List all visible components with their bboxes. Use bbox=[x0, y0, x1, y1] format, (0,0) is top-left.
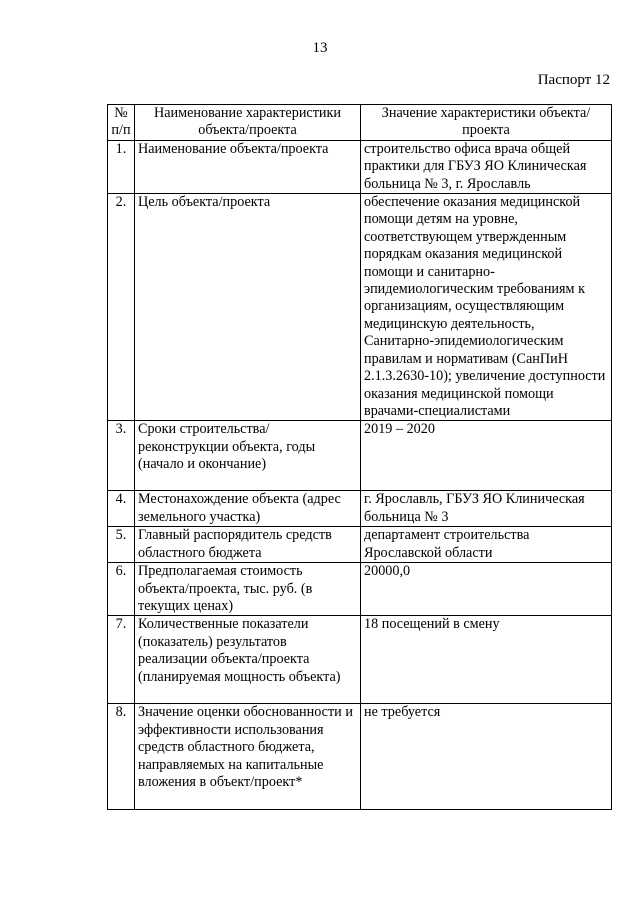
header-num: № п/п bbox=[108, 105, 135, 141]
row-num: 1. bbox=[108, 140, 135, 193]
row-num: 3. bbox=[108, 421, 135, 491]
row-name: Главный распорядитель средств областного бюджета bbox=[135, 527, 361, 563]
row-name: Местонахождение объекта (адрес земельного участка) bbox=[135, 491, 361, 527]
row-name: Цель объекта/проекта bbox=[135, 194, 361, 421]
row-value: г. Ярославль, ГБУЗ ЯО Клиническая больница № 3 bbox=[361, 491, 612, 527]
header-name: Наименование характеристики объекта/проекта bbox=[135, 105, 361, 141]
table-row bbox=[108, 616, 612, 704]
table-header-row bbox=[108, 105, 612, 141]
passport-label: Паспорт 12 bbox=[537, 72, 610, 88]
table-row bbox=[108, 194, 612, 421]
row-value: департамент строительства Ярославской области bbox=[361, 527, 612, 563]
header-value: Значение характеристики объекта/проекта bbox=[361, 105, 612, 141]
row-num: 7. bbox=[108, 616, 135, 704]
row-value: обеспечение оказания медицинской помощи детям на уровне, соответствующем утвержденным порядкам оказания медицинской помощи и санитарно-эпидемиологическим требованиям к организациям, осуществляющим медицинскую деятельность, Санитарно-эпидемиологическим правилам и нормативам (СанПиН 2.1.3.2630-10); увеличение доступности оказания медицинской помощи врачами-специалистами bbox=[361, 194, 612, 421]
table-row bbox=[108, 491, 612, 527]
row-num: 4. bbox=[108, 491, 135, 527]
row-value: не требуется bbox=[361, 704, 612, 810]
row-num: 8. bbox=[108, 704, 135, 810]
row-num: 2. bbox=[108, 194, 135, 421]
table-row bbox=[108, 563, 612, 616]
passport-table bbox=[107, 104, 612, 810]
row-value: 18 посещений в смену bbox=[361, 616, 612, 704]
row-name: Предполагаемая стоимость объекта/проекта, тыс. руб. (в текущих ценах) bbox=[135, 563, 361, 616]
row-name: Наименование объекта/проекта bbox=[135, 140, 361, 193]
row-name: Значение оценки обоснованности и эффективности использования средств областного бюджета, направляемых на капитальные вложения в объект/проект* bbox=[135, 704, 361, 810]
row-value: 2019 – 2020 bbox=[361, 421, 612, 491]
table-row bbox=[108, 421, 612, 491]
row-num: 6. bbox=[108, 563, 135, 616]
table-row bbox=[108, 704, 612, 810]
row-value: 20000,0 bbox=[361, 563, 612, 616]
table-row bbox=[108, 527, 612, 563]
page-number: 13 bbox=[312, 40, 328, 56]
row-num: 5. bbox=[108, 527, 135, 563]
row-value: строительство офиса врача общей практики для ГБУЗ ЯО Клиническая больница № 3, г. Ярославль bbox=[361, 140, 612, 193]
row-name: Количественные показатели (показатель) результатов реализации объекта/проекта (планируемая мощность объекта) bbox=[135, 616, 361, 704]
table-row bbox=[108, 140, 612, 193]
row-name: Сроки строительства/реконструкции объекта, годы (начало и окончание) bbox=[135, 421, 361, 491]
